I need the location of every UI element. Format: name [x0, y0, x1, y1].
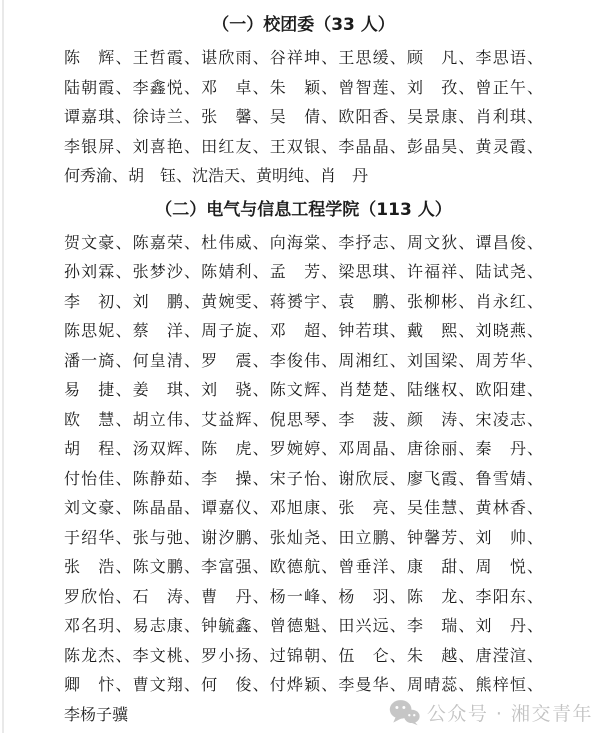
name-line: 邓名玥、易志康、钟毓鑫、曾德魁、田兴远、李 瑞、刘 丹、 [64, 616, 543, 635]
name-line: 陈思妮、蔡 洋、周子旋、邓 超、钟若琪、戴 熙、刘晓燕、 [64, 321, 543, 340]
name-line: 陆朝霞、李鑫悦、邓 卓、朱 颖、曾智莲、刘 孜、曾正午、 [64, 77, 543, 97]
name-line: 卿 忭、曹文翔、何 俊、付烨颖、李曼华、周晴蕊、熊梓恒、 [64, 675, 543, 694]
section-title: （一）校团委（33 人） [212, 15, 395, 35]
name-line: 李银屏、刘喜艳、田红友、王双银、李晶晶、彭晶昊、黄灵霞、 [64, 136, 543, 156]
name-line: 李杨子骥 [64, 704, 129, 724]
name-line: 易 捷、姜 琪、刘 骁、陈文辉、肖楚楚、陆继权、欧阳建、 [64, 380, 543, 399]
name-line: 罗欣怡、石 涛、曹 丹、杨一峰、杨 羽、陈 龙、李阳东、 [64, 586, 543, 606]
name-line: 陈 辉、王哲霞、谌欣雨、谷祥坤、王思缓、顾 凡、李思语、 [64, 48, 543, 67]
name-line: 孙刘霖、张梦沙、陈婧利、孟 芳、梁思琪、许福祥、陆试尧、 [64, 262, 543, 281]
name-line: 刘文豪、陈晶晶、谭嘉仪、邓旭康、张 亮、吴佳慧、黄林香、 [64, 498, 543, 517]
name-line: 胡 程、汤双辉、陈 虎、罗婉婷、邓周晶、唐徐丽、秦 丹、 [64, 439, 543, 458]
roster-section [64, 6, 543, 191]
name-line: 付怡佳、陈静茹、李 操、宋子怡、谢欣辰、廖飞霞、鲁雪婧、 [64, 468, 543, 488]
roster-sections [64, 6, 543, 729]
name-line: 何秀渝、胡 钰、沈浩天、黄明纯、肖 丹 [64, 166, 369, 185]
watermark-text: 公众号 · 湘交青年 [426, 703, 593, 725]
section-title: （二）电气与信息工程学院（113 人） [155, 199, 452, 220]
name-line: 潘一旖、何皇清、罗 震、李俊伟、周湘红、刘国梁、周芳华、 [64, 350, 543, 370]
name-line: 张 浩、陈文鹏、李富强、欧德航、曾垂洋、康 甜、周 悦、 [64, 557, 543, 576]
name-line: 陈龙杰、李文桃、罗小扬、过锦朝、伍 仑、朱 越、唐滢渲、 [64, 645, 543, 665]
name-line: 谭嘉琪、徐诗兰、张 馨、吴 倩、欧阳香、吴景康、肖利琪、 [64, 107, 543, 126]
name-line: 于绍华、张与弛、谢汐鹏、张灿尧、田立鹏、钟馨芳、刘 帅、 [64, 527, 543, 547]
roster-section [64, 191, 543, 730]
name-line: 贺文豪、陈嘉荣、杜伟威、向海棠、李抒志、周文狄、谭昌俊、 [64, 232, 543, 252]
name-line: 欧 慧、胡立伟、艾益辉、倪思琴、李 菠、颜 涛、宋凌志、 [64, 409, 543, 429]
name-line: 李 初、刘 鹏、黄婉雯、蒋赟宇、袁 鹏、张柳彬、肖永红、 [64, 291, 543, 311]
